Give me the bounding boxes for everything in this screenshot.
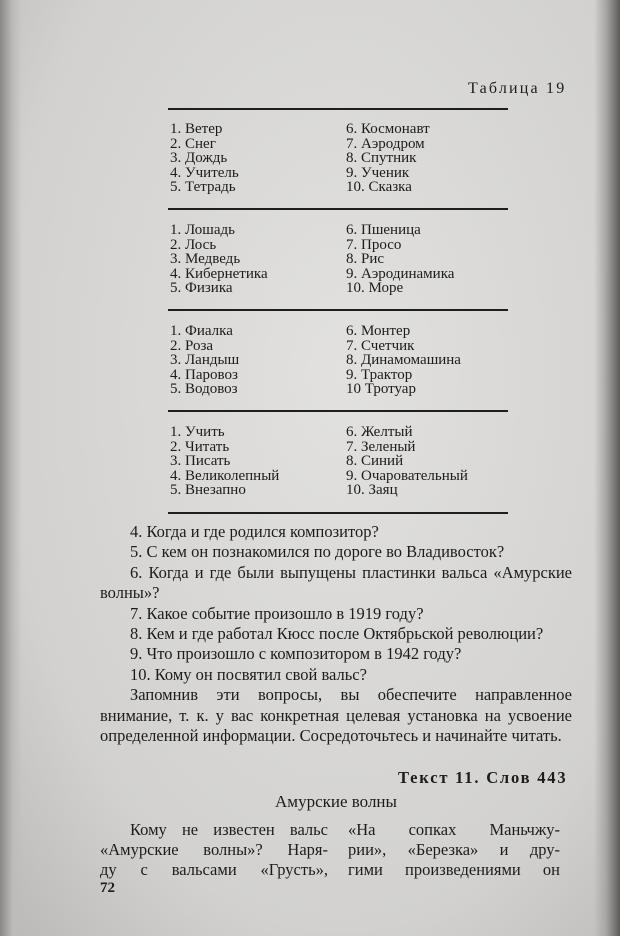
question-item: 6. Когда и где были выпущены пластинки вальса «Амурские волны»? [100, 562, 572, 603]
word-item: 2. Снег [170, 135, 216, 152]
table-rule [168, 208, 508, 210]
text-heading: Текст 11. Слов 443 [398, 768, 568, 787]
question-item: 7. Какое событие произошло в 1919 году? [130, 603, 424, 623]
text-line: «На сопках Маньчжу- [348, 820, 560, 839]
word-item: 6. Желтый [346, 424, 413, 440]
word-item: 4. Великолепный [170, 467, 280, 484]
questions-block [100, 522, 572, 746]
word-item: 5. Водовоз [170, 381, 238, 398]
question-item: 9. Что произошло с композитором в 1942 году? [130, 644, 462, 664]
word-item: 7. Счетчик [346, 337, 415, 354]
word-list-right [346, 324, 461, 397]
text-line: ду с вальсами «Грусть», [100, 860, 328, 879]
word-item: 8. Спутник [346, 150, 417, 167]
word-item: 3. Медведь [170, 251, 241, 268]
text-line: «Амурские волны»? Наря- [100, 840, 328, 859]
text-line: гими произведениями он [348, 860, 560, 879]
table-rule [168, 512, 508, 514]
word-item: 1. Лошадь [170, 222, 235, 238]
word-item: 9. Ученик [346, 164, 410, 181]
word-item: 1. Ветер [170, 121, 223, 137]
question-item: 10. Кому он посвятил свой вальс? [130, 664, 367, 684]
word-list-left [170, 324, 239, 397]
question-item: 8. Кем и где работал Кюсс после Октябрьской революции? [130, 624, 544, 644]
word-item: 2. Лось [170, 236, 217, 253]
word-list-right [346, 223, 454, 296]
word-item: 1. Фиалка [170, 323, 233, 339]
instruction-paragraph: Запомнив эти вопросы, вы обеспечите направленное внимание, т. к. у вас конкретная целевая установка на усвоение определенной информации. Сосредоточьтесь и начинайте читать. [100, 685, 572, 746]
table-rule [168, 410, 508, 412]
word-item: 7. Зеленый [346, 438, 416, 455]
word-item: 2. Читать [170, 438, 230, 455]
question-item: 4. Когда и где родился композитор? [130, 522, 379, 541]
word-item: 5. Физика [170, 280, 233, 297]
word-list-left [170, 122, 239, 195]
word-item: 4. Учитель [170, 164, 239, 181]
word-item: 10. Сказка [346, 179, 412, 196]
word-item: 3. Ландыш [170, 352, 240, 369]
article-column-left [100, 820, 328, 880]
table-rule [168, 108, 508, 110]
word-item: 10. Море [346, 280, 404, 297]
word-item: 3. Писать [170, 453, 231, 470]
word-item: 4. Кибернетика [170, 265, 268, 282]
word-item: 8. Синий [346, 453, 404, 470]
word-item: 4. Паровоз [170, 366, 238, 383]
word-item: 6. Пшеница [346, 222, 421, 238]
word-item: 3. Дождь [170, 150, 228, 167]
word-item: 5. Тетрадь [170, 179, 236, 196]
question-item: 5. С кем он познакомился по дороге во Владивосток? [130, 542, 505, 562]
word-item: 8. Рис [346, 251, 385, 268]
table-title: Таблица 19 [468, 80, 567, 97]
word-item: 5. Внезапно [170, 482, 246, 499]
word-item: 9. Аэродинамика [346, 265, 455, 282]
page-number: 72 [100, 880, 115, 896]
word-list-right [346, 122, 430, 195]
word-item: 9. Трактор [346, 366, 413, 383]
word-item: 7. Просо [346, 236, 402, 253]
word-list-left [170, 223, 268, 296]
text-line: рии», «Березка» и дру- [348, 840, 560, 859]
table-rule [168, 309, 508, 311]
word-item: 1. Учить [170, 424, 225, 440]
word-item: 6. Монтер [346, 323, 411, 339]
word-item: 2. Роза [170, 337, 214, 354]
article-title: Амурские волны [275, 792, 397, 811]
article-column-right [348, 820, 560, 880]
word-list-left [170, 425, 279, 498]
word-item: 10 Тротуар [346, 381, 416, 398]
text-line: Кому не известен вальс [130, 820, 328, 839]
word-item: 10. Заяц [346, 482, 398, 499]
word-item: 7. Аэродром [346, 135, 425, 152]
word-item: 9. Очаровательный [346, 467, 468, 484]
word-list-right [346, 425, 468, 498]
word-item: 8. Динамомашина [346, 352, 461, 369]
word-item: 6. Космонавт [346, 121, 430, 137]
